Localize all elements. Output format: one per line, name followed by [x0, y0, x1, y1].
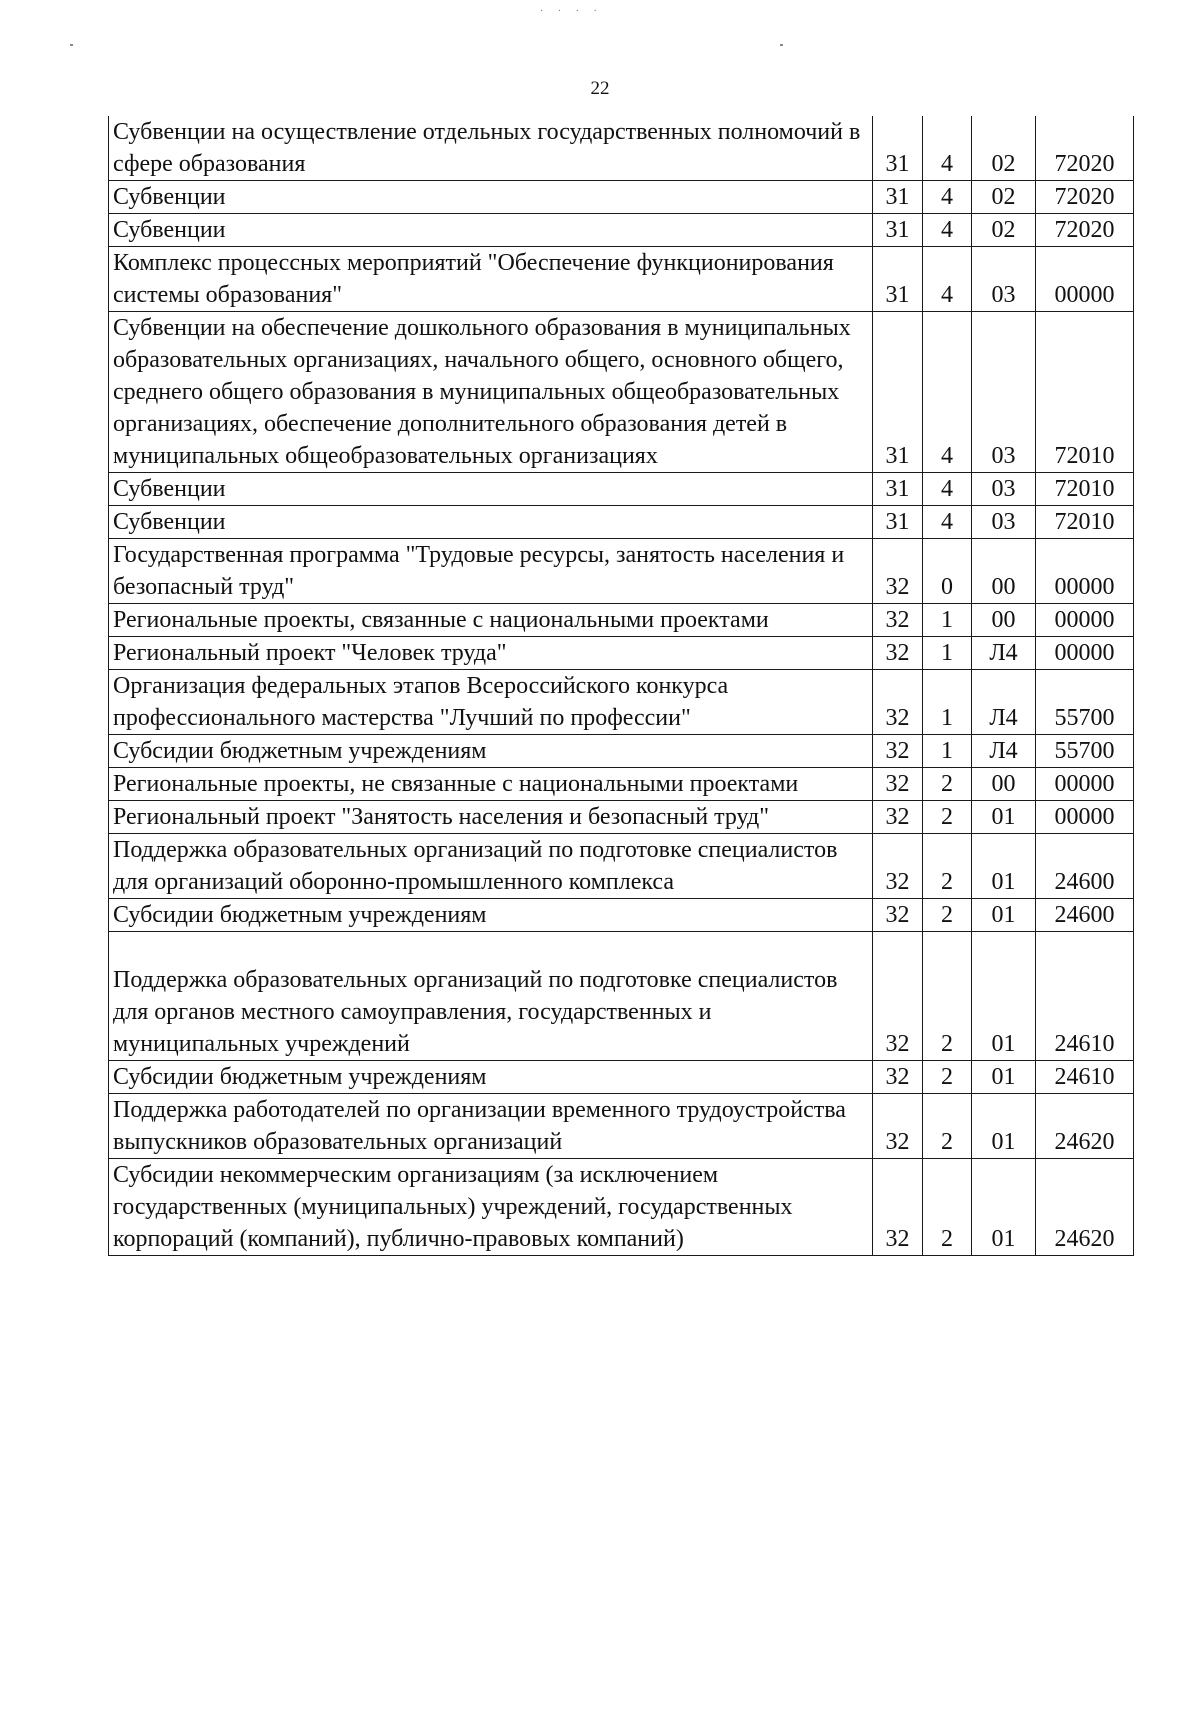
program-code: 32: [873, 539, 923, 604]
table-row: [109, 181, 1134, 214]
scan-specks: · · · ·: [540, 6, 603, 17]
row-description: Организация федеральных этапов Всероссийского конкурса профессионального мастерства "Лучший по профессии": [109, 670, 873, 735]
row-description: Субвенции на осуществление отдельных государственных полномочий в сфере образования: [109, 116, 873, 181]
subprogram-code: 4: [923, 214, 972, 247]
program-code: 31: [873, 116, 923, 181]
row-description: Субвенции на обеспечение дошкольного образования в муниципальных образовательных организациях, начального общего, основного общего, среднего общего образования в муниципальных общеобразовательных организациях, обеспечение дополнительного образования детей в муниципальных общеобразовательных организациях: [109, 312, 873, 473]
event-code: 01: [972, 1061, 1036, 1094]
row-description: Субвенции: [109, 506, 873, 539]
subprogram-code: 4: [923, 116, 972, 181]
direction-code: 24610: [1036, 932, 1134, 1061]
table-row: [109, 637, 1134, 670]
table-row: [109, 473, 1134, 506]
subprogram-code: 2: [923, 1094, 972, 1159]
scan-speck: [780, 44, 783, 46]
row-description: Субвенции: [109, 473, 873, 506]
program-code: 32: [873, 1061, 923, 1094]
table-row: [109, 1094, 1134, 1159]
row-description: Субсидии некоммерческим организациям (за исключением государственных (муниципальных) учреждений, государственных корпораций (компаний), публично-правовых компаний): [109, 1159, 873, 1256]
program-code: 31: [873, 181, 923, 214]
event-code: 01: [972, 834, 1036, 899]
subprogram-code: 2: [923, 932, 972, 1061]
event-code: 02: [972, 214, 1036, 247]
program-code: 32: [873, 670, 923, 735]
program-code: 32: [873, 604, 923, 637]
row-description: Региональные проекты, не связанные с национальными проектами: [109, 768, 873, 801]
subprogram-code: 2: [923, 834, 972, 899]
table-row: [109, 604, 1134, 637]
row-description: Субсидии бюджетным учреждениям: [109, 1061, 873, 1094]
direction-code: 72010: [1036, 506, 1134, 539]
row-description: Комплекс процессных мероприятий "Обеспечение функционирования системы образования": [109, 247, 873, 312]
subprogram-code: 1: [923, 735, 972, 768]
subprogram-code: 1: [923, 604, 972, 637]
table-row: [109, 768, 1134, 801]
table-row: [109, 214, 1134, 247]
subprogram-code: 2: [923, 1159, 972, 1256]
table-row: [109, 1159, 1134, 1256]
event-code: Л4: [972, 670, 1036, 735]
program-code: 32: [873, 932, 923, 1061]
direction-code: 00000: [1036, 768, 1134, 801]
table-row: [109, 247, 1134, 312]
event-code: 03: [972, 247, 1036, 312]
direction-code: 00000: [1036, 539, 1134, 604]
row-description: Субвенции: [109, 214, 873, 247]
row-description: Субсидии бюджетным учреждениям: [109, 899, 873, 932]
event-code: 01: [972, 801, 1036, 834]
table-row: [109, 932, 1134, 1061]
table-row: [109, 834, 1134, 899]
direction-code: 00000: [1036, 604, 1134, 637]
subprogram-code: 4: [923, 506, 972, 539]
event-code: 00: [972, 768, 1036, 801]
row-description: Субвенции: [109, 181, 873, 214]
event-code: 00: [972, 539, 1036, 604]
table-row: [109, 506, 1134, 539]
subprogram-code: 1: [923, 637, 972, 670]
event-code: 00: [972, 604, 1036, 637]
program-code: 31: [873, 473, 923, 506]
direction-code: 24610: [1036, 1061, 1134, 1094]
program-code: 31: [873, 247, 923, 312]
event-code: 02: [972, 116, 1036, 181]
direction-code: 00000: [1036, 637, 1134, 670]
table-row: [109, 1061, 1134, 1094]
subprogram-code: 4: [923, 312, 972, 473]
budget-classification-table: [108, 116, 1134, 1256]
subprogram-code: 2: [923, 801, 972, 834]
subprogram-code: 2: [923, 1061, 972, 1094]
direction-code: 24600: [1036, 899, 1134, 932]
table-row: [109, 116, 1134, 181]
program-code: 31: [873, 312, 923, 473]
row-description: Поддержка образовательных организаций по подготовке специалистов для организаций оборонно-промышленного комплекса: [109, 834, 873, 899]
direction-code: 72010: [1036, 473, 1134, 506]
direction-code: 72020: [1036, 181, 1134, 214]
event-code: 03: [972, 506, 1036, 539]
program-code: 32: [873, 637, 923, 670]
row-description: Поддержка образовательных организаций по подготовке специалистов для органов местного самоуправления, государственных и муниципальных учреждений: [109, 932, 873, 1061]
table-row: [109, 312, 1134, 473]
table-row: [109, 670, 1134, 735]
event-code: 01: [972, 1094, 1036, 1159]
subprogram-code: 2: [923, 768, 972, 801]
program-code: 32: [873, 768, 923, 801]
subprogram-code: 0: [923, 539, 972, 604]
table-row: [109, 801, 1134, 834]
direction-code: 72020: [1036, 116, 1134, 181]
subprogram-code: 1: [923, 670, 972, 735]
subprogram-code: 4: [923, 181, 972, 214]
row-description: Государственная программа "Трудовые ресурсы, занятость населения и безопасный труд": [109, 539, 873, 604]
direction-code: 55700: [1036, 735, 1134, 768]
program-code: 32: [873, 1159, 923, 1256]
row-description: Субсидии бюджетным учреждениям: [109, 735, 873, 768]
row-description: Региональный проект "Человек труда": [109, 637, 873, 670]
direction-code: 72020: [1036, 214, 1134, 247]
row-description: Поддержка работодателей по организации временного трудоустройства выпускников образовательных организаций: [109, 1094, 873, 1159]
event-code: 03: [972, 312, 1036, 473]
direction-code: 24600: [1036, 834, 1134, 899]
subprogram-code: 4: [923, 247, 972, 312]
scan-speck: [70, 44, 73, 46]
event-code: 02: [972, 181, 1036, 214]
program-code: 31: [873, 214, 923, 247]
row-description: Региональный проект "Занятость населения и безопасный труд": [109, 801, 873, 834]
event-code: 01: [972, 899, 1036, 932]
program-code: 31: [873, 506, 923, 539]
page-number: 22: [590, 78, 610, 99]
row-description: Региональные проекты, связанные с национальными проектами: [109, 604, 873, 637]
table-row: [109, 539, 1134, 604]
event-code: 03: [972, 473, 1036, 506]
event-code: 01: [972, 1159, 1036, 1256]
direction-code: 00000: [1036, 247, 1134, 312]
program-code: 32: [873, 801, 923, 834]
event-code: Л4: [972, 735, 1036, 768]
direction-code: 72010: [1036, 312, 1134, 473]
table-row: [109, 735, 1134, 768]
subprogram-code: 4: [923, 473, 972, 506]
program-code: 32: [873, 735, 923, 768]
direction-code: 24620: [1036, 1159, 1134, 1256]
event-code: Л4: [972, 637, 1036, 670]
direction-code: 00000: [1036, 801, 1134, 834]
subprogram-code: 2: [923, 899, 972, 932]
program-code: 32: [873, 1094, 923, 1159]
event-code: 01: [972, 932, 1036, 1061]
direction-code: 55700: [1036, 670, 1134, 735]
program-code: 32: [873, 899, 923, 932]
program-code: 32: [873, 834, 923, 899]
direction-code: 24620: [1036, 1094, 1134, 1159]
table-row: [109, 899, 1134, 932]
